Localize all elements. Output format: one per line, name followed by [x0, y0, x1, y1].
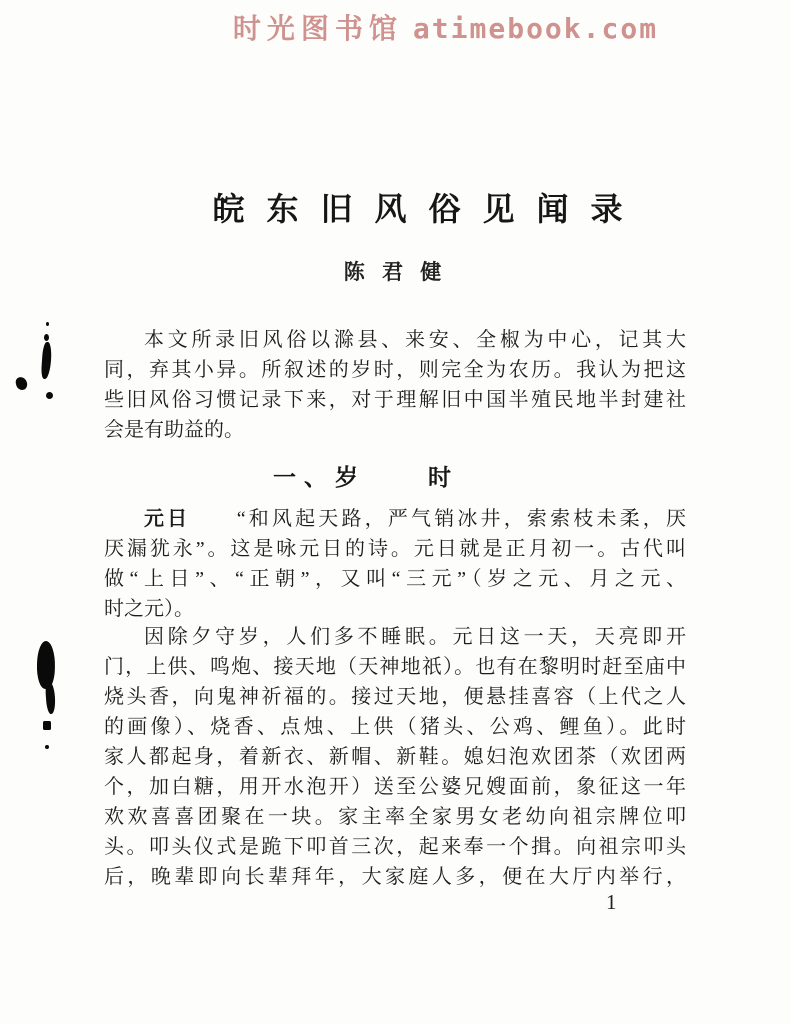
- text-line: 欢欢喜喜团聚在一块。家主率全家男女老幼向祖宗牌位叩: [104, 806, 686, 828]
- section-heading: 一、岁 时: [273, 465, 459, 490]
- text-line: 头。叩头仪式是跪下叩首三次，起来奉一个揖。向祖宗叩头: [104, 836, 686, 858]
- ink-mark: [15, 376, 28, 391]
- entry-paragraph: [104, 504, 686, 624]
- entry-term: 元日: [144, 508, 191, 530]
- text-line: 厌漏犹永”。这是咏元日的诗。元日就是正月初一。古代叫: [104, 538, 686, 560]
- ink-mark: [46, 392, 53, 399]
- text-line: 做“上日”、“正朝”，又叫“三元”（岁之元、月之元、: [104, 568, 686, 590]
- text-line: 会是有助益的。: [104, 419, 244, 441]
- page-number: 1: [606, 890, 617, 914]
- ink-mark: [43, 721, 51, 730]
- intro-paragraph: [104, 325, 686, 445]
- text-line: 本文所录旧风俗以滁县、来安、全椒为中心，记其大: [144, 329, 686, 351]
- text-line: 些旧风俗习惯记录下来，对于理解旧中国半殖民地半封建社: [104, 389, 686, 411]
- ink-mark: [44, 334, 49, 341]
- text-line: 因除夕守岁，人们多不睡眠。元日这一天，天亮即开: [144, 626, 686, 648]
- text-line: [104, 504, 686, 534]
- author-name: 陈 君 健: [343, 260, 448, 284]
- text-line: 门，上供、鸣炮、接天地（天神地祇）。也有在黎明时赶至庙中: [104, 656, 686, 678]
- page-title: 皖 东 旧 风 俗 见 闻 录: [212, 191, 630, 227]
- text-line: 时之元）。: [104, 598, 194, 620]
- entry-term-text: “和风起天路，严气销冰井，索索枝未柔，厌: [190, 508, 686, 530]
- ink-mark: [41, 342, 53, 380]
- body-paragraph: [104, 622, 686, 892]
- ink-mark: [36, 641, 56, 690]
- text-line: 家人都起身，着新衣、新帽、新鞋。媳妇泡欢团茶（欢团两: [104, 746, 686, 768]
- watermark-site-url: atimebook.com: [412, 12, 659, 45]
- text-line: 同，弃其小异。所叙述的岁时，则完全为农历。我认为把这: [104, 359, 686, 381]
- watermark-header: [0, 7, 791, 47]
- ink-mark: [45, 682, 56, 715]
- text-line: 烧头香，向鬼神祈福的。接过天地，便悬挂喜容（上代之人: [104, 686, 686, 708]
- text-line: 后，晚辈即向长辈拜年，大家庭人多，便在大厅内举行，: [104, 866, 686, 888]
- text-line: 的画像）、烧香、点烛、上供（猪头、公鸡、鲤鱼）。此时: [104, 716, 686, 738]
- ink-mark: [45, 745, 49, 749]
- ink-mark: [46, 322, 49, 326]
- text-line: 个，加白糖，用开水泡开）送至公婆兄嫂面前，象征这一年: [104, 776, 686, 798]
- watermark-site-name: 时光图书馆: [232, 12, 403, 45]
